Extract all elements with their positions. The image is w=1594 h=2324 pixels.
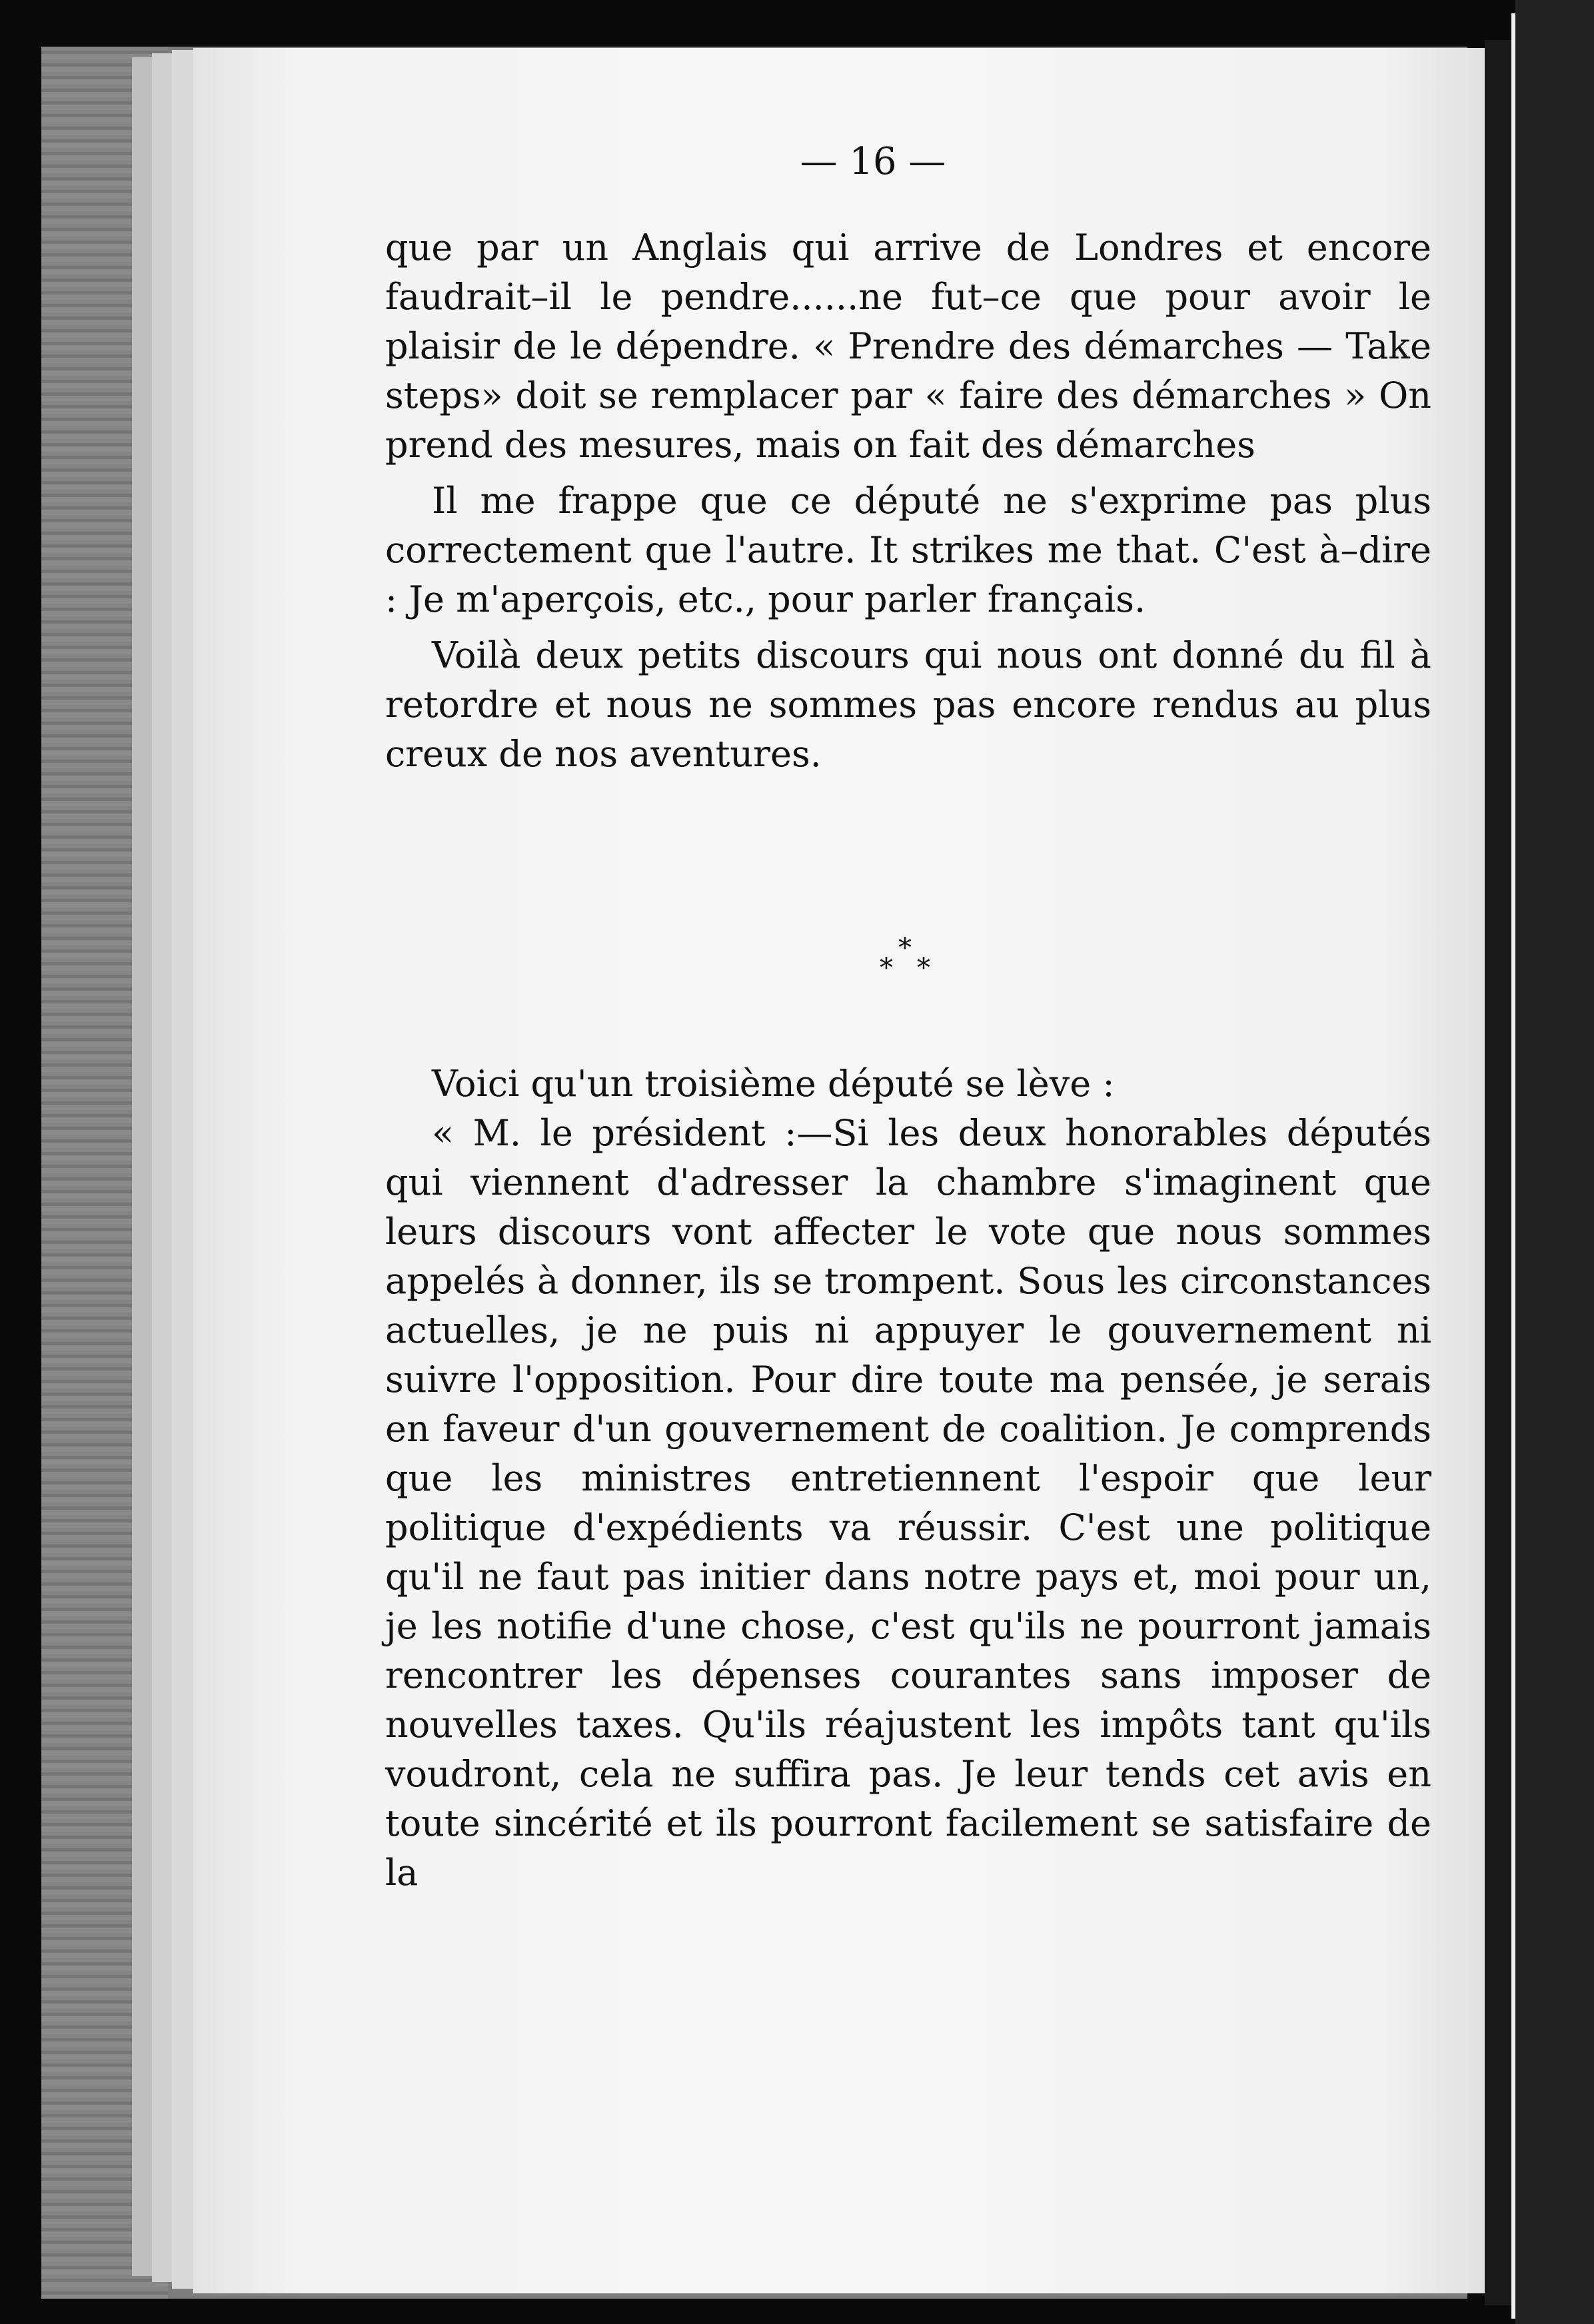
asterism-star: * bbox=[917, 953, 930, 983]
asterism-star: * bbox=[880, 953, 893, 983]
scan-margin bbox=[1515, 0, 1594, 2324]
section-separator-asterism bbox=[873, 933, 953, 983]
text-block-upper bbox=[385, 223, 1431, 779]
paragraph: Voilà deux petits discours qui nous ont donné du fil à retordre et nous ne sommes pas encore rendus au plus creux de nos aventures. bbox=[385, 634, 1431, 775]
paragraph: que par un Anglais qui arrive de Londres et encore faudrait–il le pendre......ne fut–ce que pour avoir le plaisir de le dépendre. « Prendre des démarches — Take steps» doit se remplacer par « faire des démarches » On prend des mesures, mais on fait des démarches bbox=[385, 227, 1431, 466]
asterism-star: * bbox=[898, 933, 912, 963]
paragraph: « M. le président :—Si les deux honorables députés qui viennent d'adresser la chambre s'imaginent que leurs discours vont affecter le vote que nous sommes appelés à donner, ils se trompent. Sous les circonstances actuelles, je ne puis ni appuyer le gouvernement ni suivre l'opposition. Pour dire toute ma pensée, je serais en faveur d'un gouvernement de coalition. Je comprends que les ministres entretiennent l'espoir que leur politique d'expédients va réussir. C'est une politique qu'il ne faut pas initier dans notre pays et, moi pour un, je les notifie d'une chose, c'est qu'ils ne pourront jamais rencontrer les dépenses courantes sans imposer de nouvelles taxes. Qu'ils réajustent les impôts tant qu'ils voudront, cela ne suffira pas. Je leur tends cet avis en toute sincérité et ils pourront facilement se satisfaire de la bbox=[385, 1112, 1431, 1894]
page-gutter-shadow bbox=[1485, 40, 1511, 2305]
paragraph: Voici qu'un troisième député se lève : bbox=[432, 1063, 1115, 1105]
page-number: — 16 — bbox=[800, 140, 946, 183]
paragraph: Il me frappe que ce député ne s'exprime pas plus correctement que l'autre. It strikes me that. C'est à–dire : Je m'aperçois, etc., pour parler français. bbox=[385, 480, 1431, 620]
text-block-lower bbox=[385, 1059, 1431, 1898]
